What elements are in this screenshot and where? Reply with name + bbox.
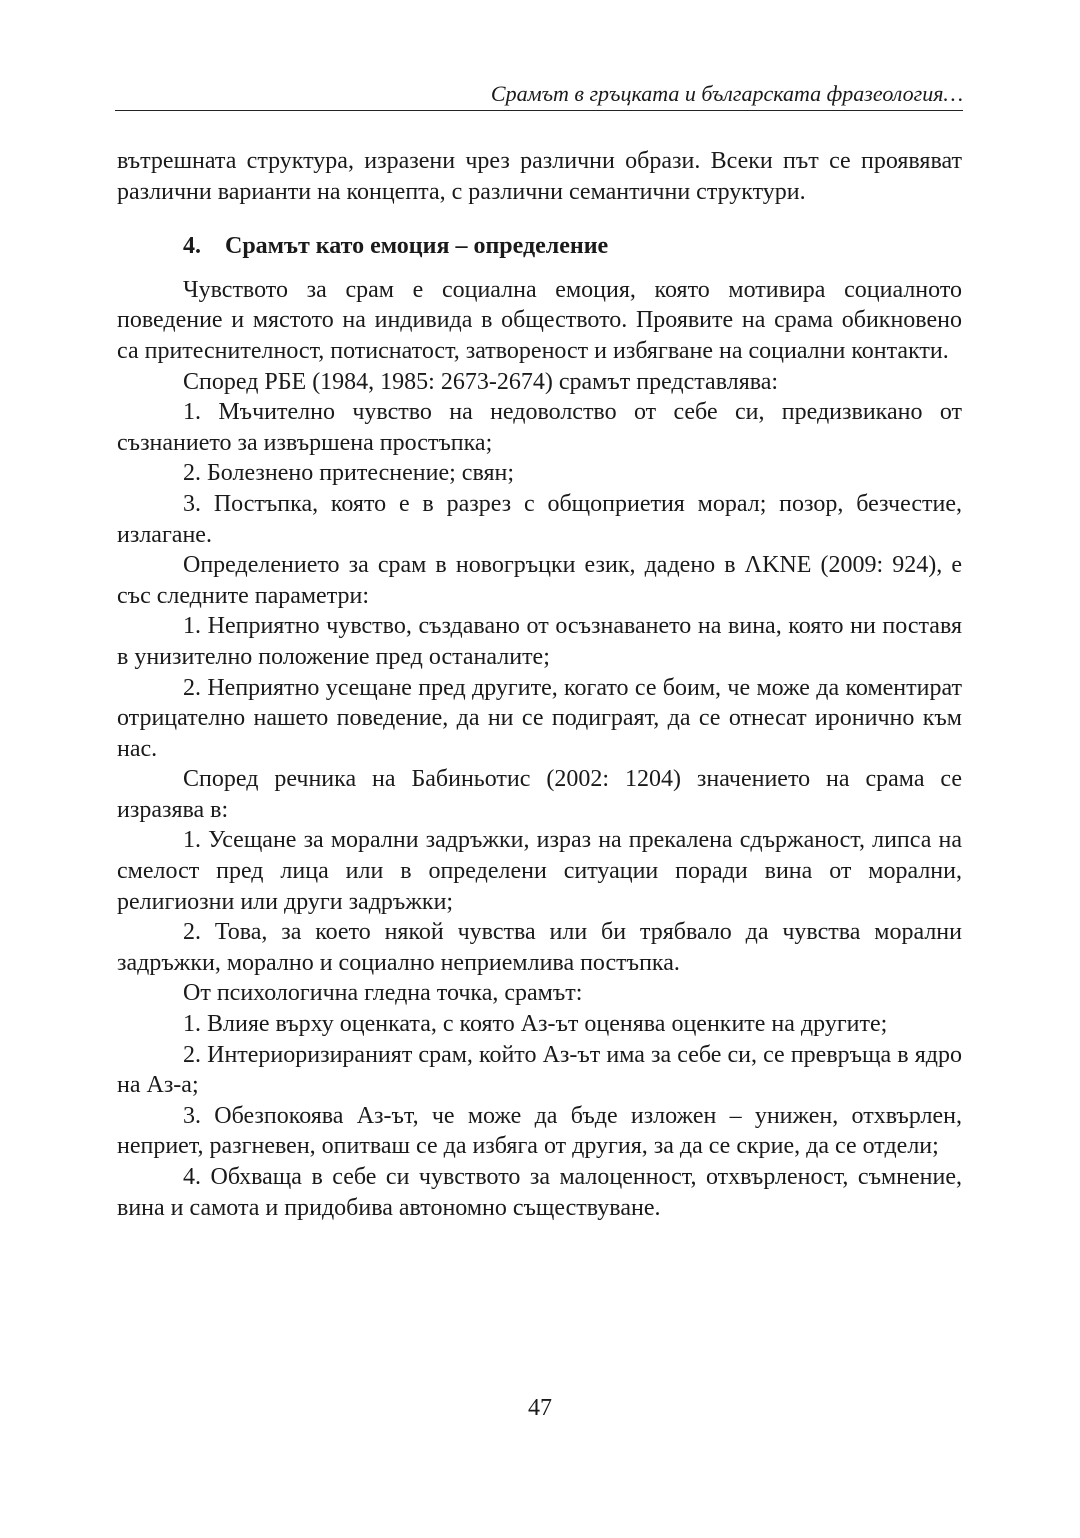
list-item: 1. Мъчително чувство на недоволство от себе си, предизвикано от съзнанието за извършена простъпка; [117, 399, 962, 456]
page-number: 47 [528, 1395, 552, 1421]
paragraph: От психологична гледна точка, срамът: [183, 980, 583, 1007]
paragraph-continuation: вътрешната структура, изразени чрез различни образи. Всеки път се проявяват различни варианти на концепта, с различни семантични структури. [117, 148, 962, 205]
list-item: 3. Обезпокоява Аз-ът, че може да бъде изложен – унижен, отхвърлен, неприет, разгневен, опитваш се да избяга от другия, за да се скрие, да се отдели; [117, 1102, 962, 1160]
list-item: 1. Усещане за морални задръжки, израз на прекалена сдържаност, липса на смелост пред лица или в определени ситуации поради вина от морални, религиозни или други задръжки; [117, 827, 962, 915]
paragraph: Според речника на Бабиньотис (2002: 1204) значението на срама се изразява в: [117, 766, 962, 823]
section-heading [117, 231, 962, 262]
list-item: 2. Това, за което някой чувства или би трябвало да чувства морални задръжки, морално и социално неприемлива постъпка. [117, 919, 962, 976]
paragraph: Определението за срам в новогръцки език, дадено в ΛΚΝΕ (2009: 924), е със следните параметри: [117, 552, 962, 609]
section-title: Срамът като емоция – определение [225, 233, 609, 260]
list-item: 2. Неприятно усещане пред другите, когато се боим, че може да коментират отрицателно нашето поведение, да ни се подиграят, да се отнесат иронично към нас. [117, 674, 962, 762]
list-item: 2. Интериоризираният срам, който Аз-ът има за себе си, се превръща в ядро на Аз-а; [117, 1041, 962, 1099]
list-item: 2. Болезнено притеснение; свян; [183, 460, 515, 487]
paragraph: Чувството за срам е социална емоция, която мотивира социалното поведение и мястото на индивида в обществото. Проявите на срама обикновено са притеснителност, потиснатост, затвореност и избягване на социални контакти. [117, 276, 962, 364]
section-number: 4. [183, 233, 201, 260]
paragraph: Според РБЕ (1984, 1985: 2673-2674) срамът представлява: [183, 368, 779, 395]
running-header: Срамът в гръцката и българската фразеология… [490, 81, 963, 106]
list-item: 4. Обхваща в себе си чувството за малоценност, отхвърленост, съмнение, вина и самота и придобива автономно съществуване. [117, 1164, 962, 1221]
header-rule [115, 110, 963, 111]
list-item: 1. Влияе върху оценката, с която Аз-ът оценява оценките на другите; [183, 1011, 888, 1038]
body-text [117, 146, 962, 1223]
list-item: 1. Неприятно чувство, създавано от осъзнаването на вина, която ни поставя в унизително положение пред останалите; [117, 613, 962, 670]
list-item: 3. Постъпка, която е в разрез с общоприетия морал; позор, безчестие, излагане. [117, 490, 962, 548]
